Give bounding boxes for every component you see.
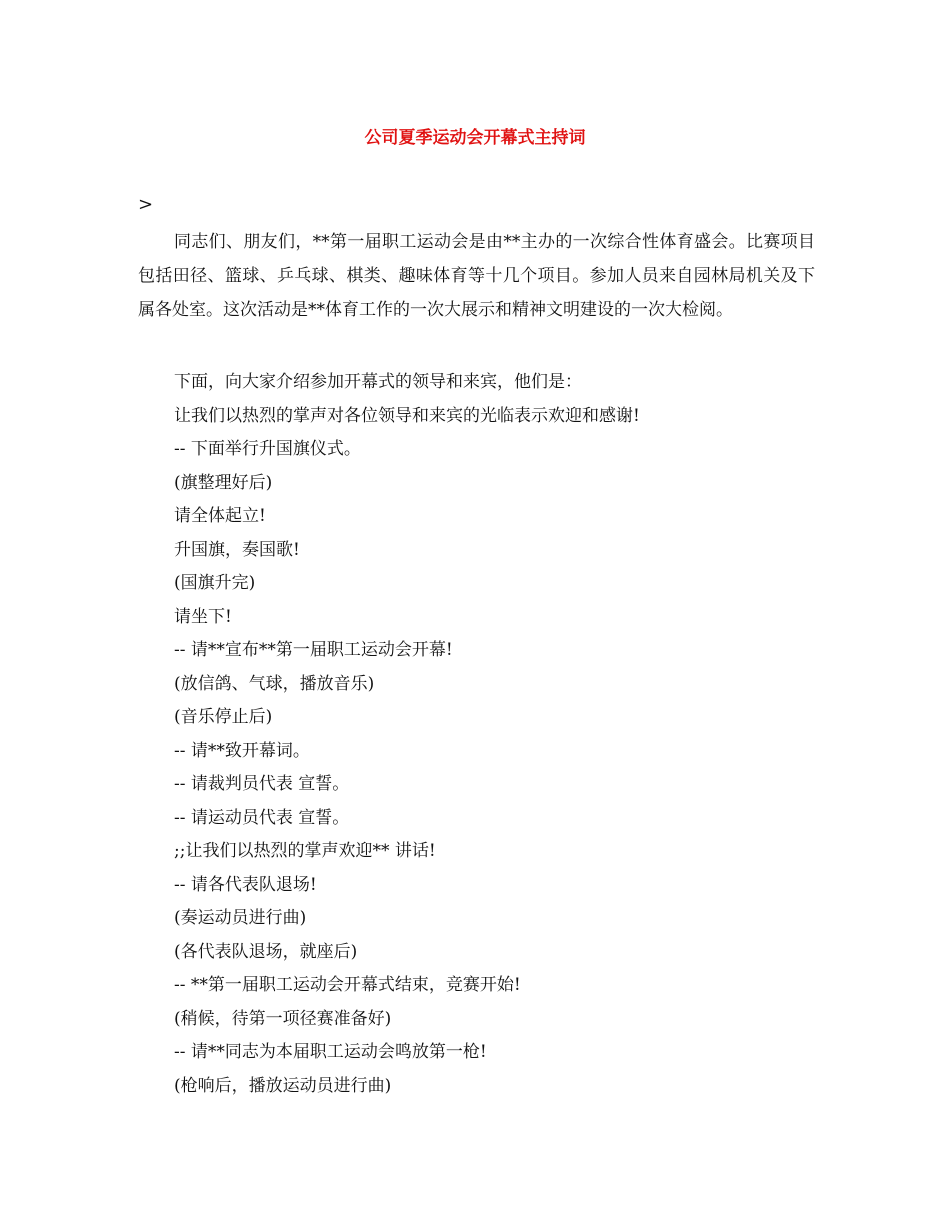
script-line: 请全体起立!: [174, 506, 266, 526]
script-lines: [174, 366, 814, 1103]
script-line: (音乐停止后): [174, 707, 273, 727]
script-line: (国旗升完): [174, 573, 256, 593]
script-line: (旗整理好后): [174, 472, 273, 493]
script-line: -- 请运动员代表 宣誓。: [174, 807, 350, 828]
script-line: 升国旗，奏国歌!: [174, 539, 300, 560]
intro-paragraph: 同志们、朋友们，**第一届职工运动会是由**主办的一次综合性体育盛会。比赛项目包括田径、篮球、乒乓球、棋类、趣味体育等十几个项目。参加人员来自园林局机关及下属各处室。这次活动是**体育工作的一次大展示和精神文明建设的一次大检阅。: [138, 232, 815, 320]
script-line: -- 请**宣布**第一届职工运动会开幕!: [174, 640, 453, 660]
script-line: -- 请**同志为本届职工运动会鸣放第一枪!: [174, 1042, 487, 1062]
script-line: -- 请裁判员代表 宣誓。: [174, 774, 350, 794]
script-line: 下面，向大家介绍参加开幕式的领导和来宾，他们是：: [174, 372, 582, 392]
script-line: (奏运动员进行曲): [174, 908, 307, 928]
script-line: ;;让我们以热烈的掌声欢迎** 讲话!: [174, 841, 436, 861]
script-line: (稍候，待第一项径赛准备好): [174, 1008, 392, 1029]
chevron-right-icon: >: [138, 194, 154, 215]
script-line: (放信鸽、气球，播放音乐): [174, 673, 375, 694]
script-line: -- 请各代表队退场!: [174, 874, 317, 895]
script-line: 请坐下!: [174, 606, 232, 627]
script-line: -- 下面举行升国旗仪式。: [174, 439, 361, 459]
script-line: (各代表队退场，就座后): [174, 941, 358, 962]
script-line: (枪响后，播放运动员进行曲): [174, 1075, 392, 1096]
script-line: 让我们以热烈的掌声对各位领导和来宾的光临表示欢迎和感谢!: [174, 405, 640, 426]
document-title: 公司夏季运动会开幕式主持词: [364, 128, 586, 148]
script-line: -- 请**致开幕词。: [174, 740, 310, 761]
script-line: -- **第一届职工运动会开幕式结束，竞赛开始!: [174, 975, 521, 995]
